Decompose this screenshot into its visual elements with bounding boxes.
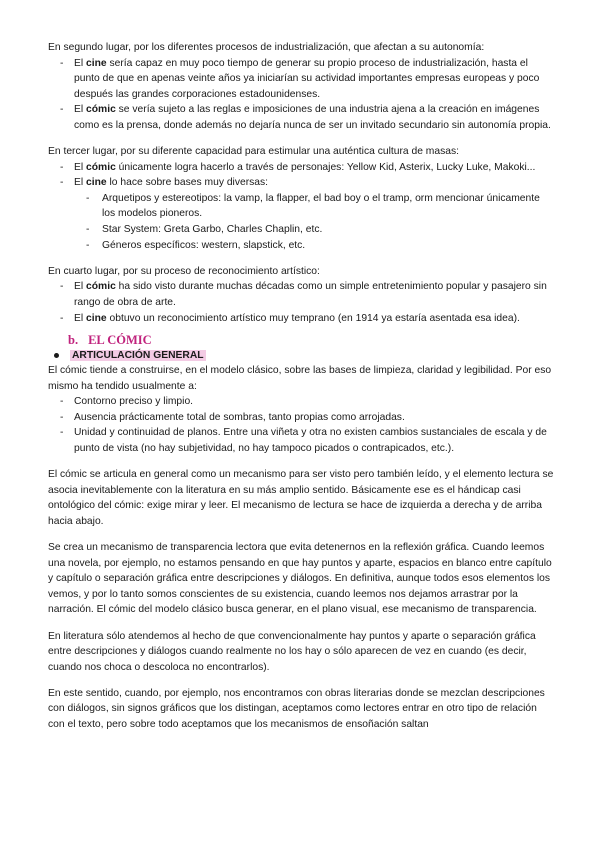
list-item: - El cine lo hace sobre bases muy diversas: (48, 175, 554, 191)
subheading (48, 348, 554, 363)
paragraph-reading-mechanism: El cómic se articula en general como un mecanismo para ser visto pero también leído, y el elemento lectura se asocia inevitablemente con la literatura en su más amplio sentido. Básicamente ese es el hándicap casi ontológico del cómic: exige mirar y leer. El mecanismo de lectura se hace de izquierda a derecha y de arriba hacia abajo. (48, 469, 554, 527)
subheading-text: ARTICULACIÓN GENERAL (72, 350, 204, 362)
paragraph-third-place: En tercer lugar, por su diferente capacidad para estimular una auténtica cultura de masas: (48, 146, 459, 158)
list-item: - El cine sería capaz en muy poco tiempo de generar su propio proceso de industrialización, hasta el punto de que en apenas veinte años ya iniciarían su actividad importantes empresas europeas y poco después las grandes corporaciones estadounidenses. (48, 56, 554, 103)
list-item: - Contorno preciso y limpio. (48, 394, 554, 410)
paragraph-transparency: Se crea un mecanismo de transparencia lectora que evita detenernos en la reflexión gráfica. Cuando leemos una novela, por ejemplo, no estamos pensando en que hay puntos y aparte, espacios en blanco entre capítulo y capítulo o separación gráfica entre descripciones y diálogos. En definitiva, aunque todos esos elementos los vemos, y por lo tanto somos conscientes de su existencia, cuando leemos nos dejamos arrastrar por la narración. El cómic del modelo clásico busca generar, en el plano visual, ese mecanismo de transparencia. (48, 542, 552, 616)
keyword: cómic (86, 104, 116, 116)
list-industrialization (48, 56, 554, 134)
document-page (48, 40, 554, 733)
list-item: - Unidad y continuidad de planos. Entre una viñeta y otra no existen cambios sustanciales de escala y de punto de vista (no hay subjetividad, no hay tampoco picados o contrapicados, etc.). (48, 425, 554, 456)
sublist-cinema-bases (72, 191, 554, 253)
list-item: - Ausencia prácticamente total de sombras, tanto propias como arrojadas. (48, 410, 554, 426)
keyword: cine (86, 57, 107, 69)
section-heading (48, 332, 554, 348)
list-recognition (48, 279, 554, 326)
bullet-icon (54, 353, 59, 358)
keyword: cine (86, 177, 107, 189)
sublist-item: - Géneros específicos: western, slapstick, etc. (72, 238, 554, 254)
list-item: - El cine obtuvo un reconocimiento artístico muy temprano (en 1914 ya estaría asentada esa idea). (48, 311, 554, 327)
paragraph-comic-basis: El cómic tiende a construirse, en el modelo clásico, sobre las bases de limpieza, claridad y legibilidad. Por eso mismo ha tendido usualmente a: (48, 365, 552, 392)
paragraph-second-place: En segundo lugar, por los diferentes procesos de industrialización, que afectan a su autonomía: (48, 42, 485, 53)
keyword: cine (86, 312, 107, 324)
sublist-item: - Star System: Greta Garbo, Charles Chaplin, etc. (72, 222, 554, 238)
paragraph-mixed-works: En este sentido, cuando, por ejemplo, nos encontramos con obras literarias donde se mezclan descripciones con diálogos, sin signos gráficos que los distingan, aceptamos como lectores entrar en otro tipo de relación con el texto, pero sobre todo aceptamos que los mecanismos de ensoñación saltan (48, 687, 545, 730)
keyword: cómic (86, 281, 116, 293)
sublist-item: - Arquetipos y estereotipos: la vamp, la flapper, el bad boy o el tramp, orm mencionar únicamente los modelos pioneros. (72, 191, 554, 222)
list-item: - El cómic ha sido visto durante muchas décadas como un simple entretenimiento popular y pasajero sin rango de obra de arte. (48, 279, 554, 310)
list-comic-features (48, 394, 554, 456)
paragraph-fourth-place: En cuarto lugar, por su proceso de reconocimiento artístico: (48, 265, 320, 277)
list-mass-culture (48, 160, 554, 191)
paragraph-literature: En literatura sólo atendemos al hecho de que convencionalmente hay puntos y aparte o separación gráfica entre descripciones y diálogos cuando realmente no los hay o sólo aparecen de vez en cuando (es decir, cuando nos choca o descoloca no encontrarlos). (48, 630, 536, 673)
keyword: cómic (86, 161, 116, 173)
section-number: b. (68, 333, 79, 348)
list-item: - El cómic únicamente logra hacerlo a través de personajes: Yellow Kid, Asterix, Lucky Luke, Makoki... (48, 160, 554, 176)
list-item: - El cómic se vería sujeto a las reglas e imposiciones de una industria ajena a la creación en imágenes como es la prensa, donde además no dejaría nunca de ser un invitado secundario sin autonomía propia. (48, 102, 554, 133)
section-title: EL CÓMIC (88, 333, 152, 348)
